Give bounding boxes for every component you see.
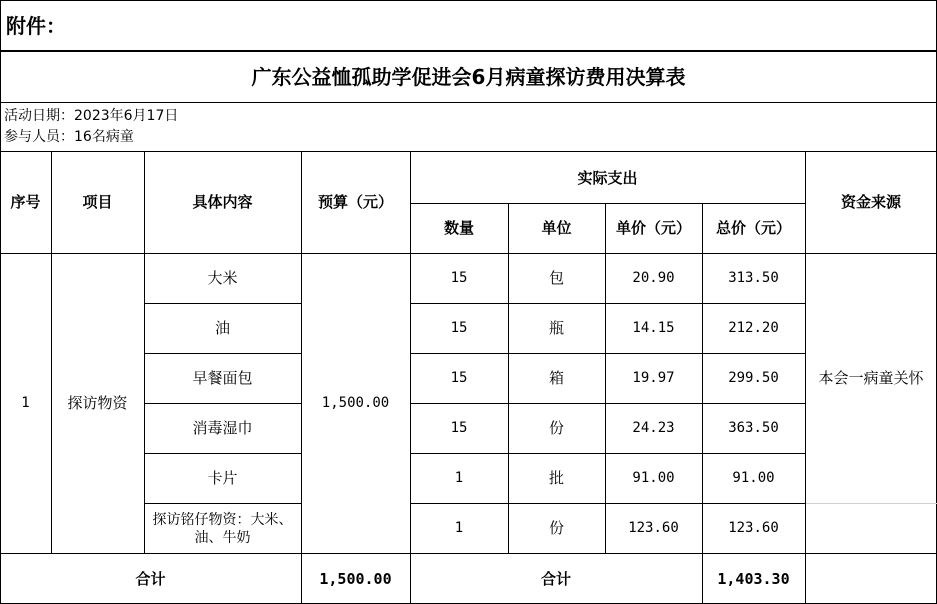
row-unit-price: 19.97 (632, 370, 675, 386)
row-content: 油 (214, 319, 230, 337)
row-total: 299.50 (728, 370, 779, 386)
row-unit: 瓶 (548, 319, 564, 337)
row-qty: 15 (450, 270, 468, 286)
row-unit: 箱 (548, 369, 564, 387)
row-unit: 批 (548, 469, 564, 487)
header-item: 项目 (82, 193, 113, 211)
row-total: 363.50 (728, 420, 779, 436)
header-content: 具体内容 (192, 193, 253, 211)
footer-budget-total: 1,500.00 (319, 570, 392, 588)
footer-total-label-right: 合计 (540, 570, 571, 588)
header-budget: 预算（元） (317, 193, 393, 211)
header-actual: 实际支出 (577, 168, 638, 187)
group-fund-source: 本会一病童关怀 (818, 369, 924, 387)
footer-total-label-left: 合计 (135, 570, 166, 588)
row-content: 消毒湿巾 (192, 419, 253, 437)
row-unit-price: 91.00 (632, 470, 675, 486)
header-unit: 单位 (541, 219, 572, 237)
row-qty: 15 (450, 420, 468, 436)
activity-date: 活动日期：2023年6月17日 (4, 107, 179, 124)
row-total: 123.60 (728, 520, 779, 536)
header-fund-source: 资金来源 (840, 193, 901, 211)
header-seq: 序号 (10, 193, 41, 211)
row-qty: 15 (450, 370, 468, 386)
header-qty: 数量 (443, 219, 474, 237)
row-total: 212.20 (728, 320, 779, 336)
row-content: 早餐面包 (192, 369, 253, 387)
footer-fund-empty (805, 555, 937, 604)
row-unit-price: 14.15 (632, 320, 675, 336)
group-item: 探访物资 (67, 394, 128, 412)
row-total: 91.00 (732, 470, 775, 486)
row-unit-price: 20.90 (632, 270, 675, 286)
row-qty: 1 (454, 470, 464, 486)
row-content: 探访铭仔物资：大米、油、牛奶 (152, 511, 293, 546)
header-total-price: 总价（元） (715, 219, 791, 237)
row-unit: 份 (548, 419, 564, 437)
row-unit-price: 24.23 (632, 420, 675, 436)
table-title: 广东公益恤孤助学促进会6月病童探访费用决算表 (251, 64, 686, 89)
group-budget: 1,500.00 (321, 395, 390, 411)
row-total: 313.50 (728, 270, 779, 286)
attachment-label: 附件： (6, 13, 66, 38)
row-unit-price: 123.60 (628, 520, 679, 536)
row-content: 大米 (207, 269, 238, 287)
header-unit-price: 单价（元） (615, 219, 691, 237)
row-unit: 份 (548, 519, 564, 537)
participants: 参与人员：16名病童 (4, 128, 134, 145)
row-qty: 1 (454, 520, 464, 536)
row-content: 卡片 (207, 469, 238, 487)
row-qty: 15 (450, 320, 468, 336)
row-unit: 包 (548, 269, 564, 287)
footer-actual-total: 1,403.30 (717, 570, 790, 588)
group-seq: 1 (21, 395, 30, 411)
